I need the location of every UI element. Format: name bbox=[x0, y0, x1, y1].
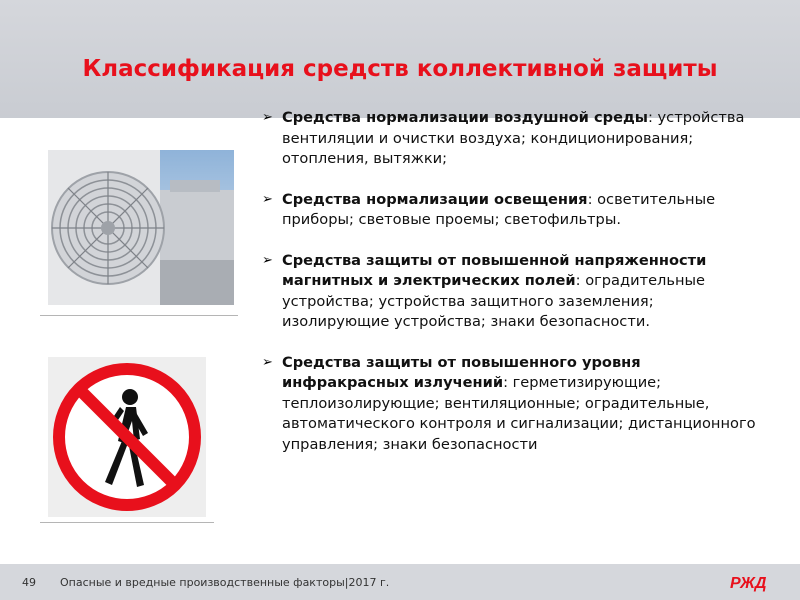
arrow-bullet-icon: ➢ bbox=[262, 252, 273, 268]
air-conditioner-image bbox=[48, 150, 234, 305]
list-item bbox=[262, 190, 762, 231]
bullet-body: : осветительные приборы; световые проемы; светофильтры. bbox=[282, 190, 716, 228]
bullet-heading: Средства нормализации освещения bbox=[282, 190, 588, 208]
bullet-body: : герметизирующие; теплоизолирующие; вентиляционные; оградительные, автоматического контроля и сигнализации; дистанционного управления; знаки безопасности bbox=[282, 374, 756, 453]
footer-text: Опасные и вредные производственные факторы|2017 г. bbox=[60, 576, 390, 589]
list-item bbox=[262, 108, 762, 170]
list-item bbox=[262, 251, 762, 333]
arrow-bullet-icon: ➢ bbox=[262, 110, 273, 125]
rzd-logo bbox=[728, 572, 774, 592]
arrow-bullet-icon: ➢ bbox=[262, 191, 273, 207]
list-item bbox=[262, 353, 762, 456]
page-number: 49 bbox=[22, 576, 36, 589]
no-pedestrian-sign-image bbox=[48, 357, 206, 517]
rzd-logo-text: РЖД bbox=[730, 575, 767, 592]
bullet-body: : устройства вентиляции и очистки воздуха; кондиционирования; отопления, вытяжки; bbox=[282, 109, 745, 167]
slide-title: Классификация средств коллективной защиты bbox=[82, 56, 718, 82]
arrow-bullet-icon: ➢ bbox=[262, 354, 273, 370]
bullet-heading: Средства защиты от повышенного уровня инфракрасных излучений bbox=[282, 353, 641, 391]
bullet-heading: Средства защиты от повышенной напряженности магнитных и электрических полей bbox=[282, 251, 707, 289]
image-divider bbox=[40, 522, 214, 523]
fan-icon bbox=[48, 150, 234, 305]
bullet-list bbox=[262, 108, 762, 475]
image-divider bbox=[40, 315, 238, 316]
bullet-heading: Средства нормализации воздушной среды bbox=[282, 109, 648, 126]
no-pedestrian-icon bbox=[48, 357, 206, 517]
bullet-body: : оградительные устройства; устройства защитного заземления; изолирующие устройства; знаки безопасности. bbox=[282, 272, 706, 330]
